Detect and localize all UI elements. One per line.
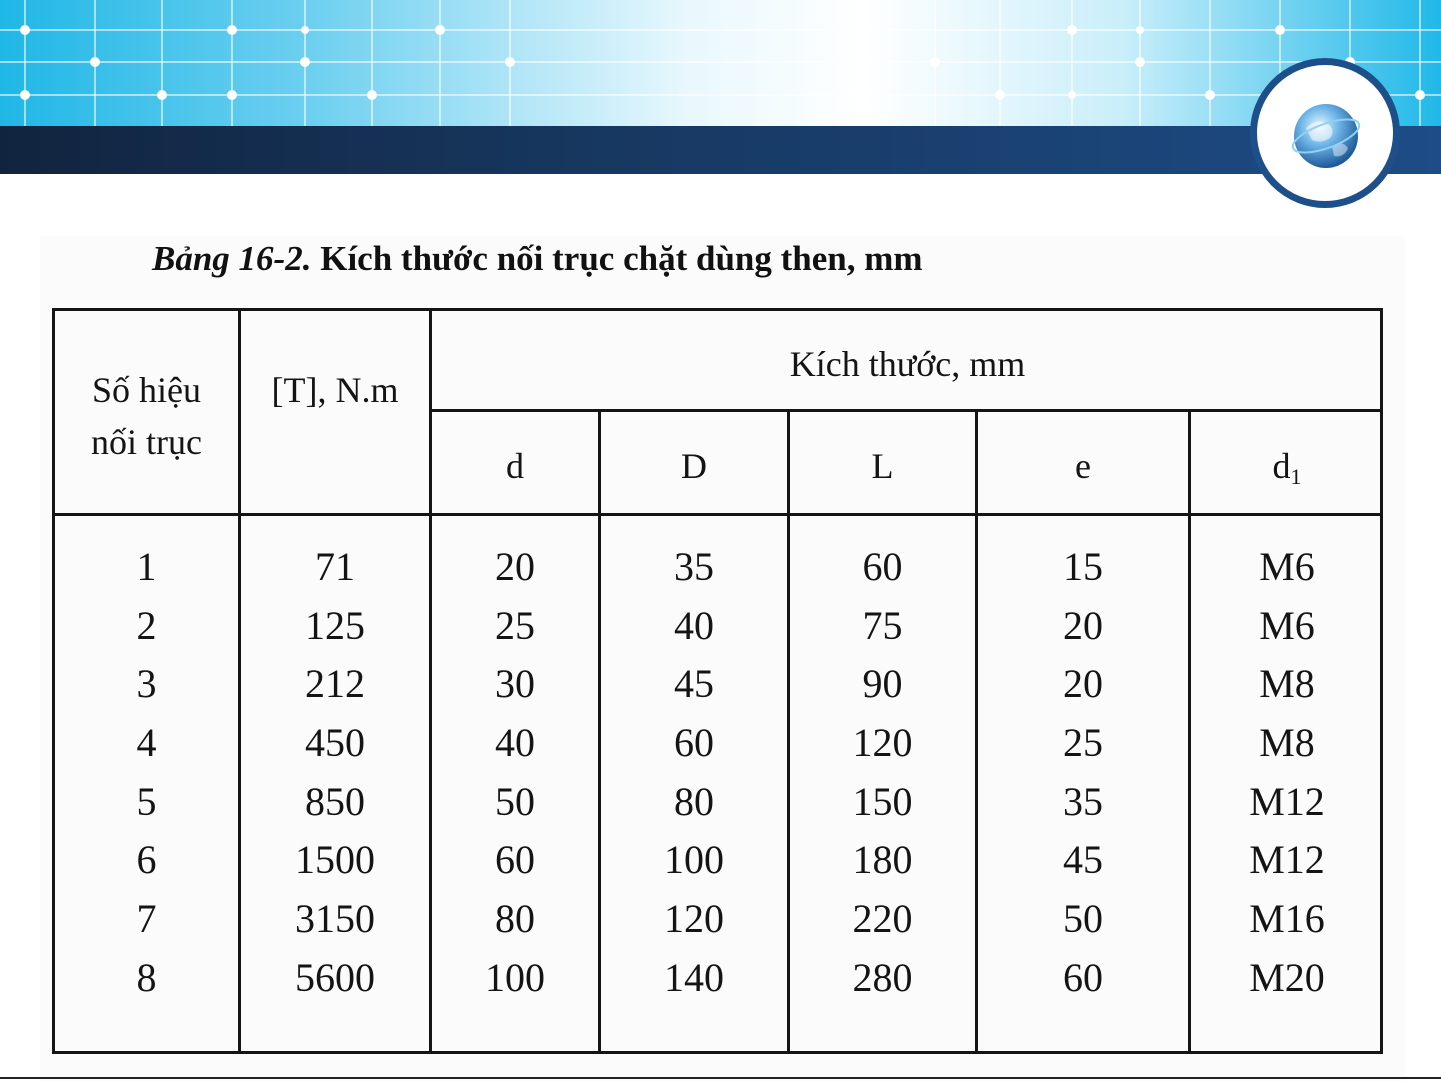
header-so-hieu-line2: nối trục xyxy=(91,422,202,462)
table-cell: 80 xyxy=(674,778,714,824)
row-divider xyxy=(52,513,1383,516)
subheader-d1 xyxy=(1191,446,1383,497)
column-d1 xyxy=(1191,545,1383,1015)
table-cell: 212 xyxy=(305,661,365,707)
subheader-e: e xyxy=(1075,446,1091,486)
subheader-d1-subscript: 1 xyxy=(1290,464,1302,489)
table-cell: 90 xyxy=(862,661,903,707)
subheader-d1-base: d xyxy=(1272,446,1291,486)
column-torque xyxy=(241,545,429,1015)
table-cell: 40 xyxy=(495,720,535,766)
table-cell: 280 xyxy=(852,954,913,1000)
table-cell: 3150 xyxy=(295,896,375,942)
header-so-hieu-line1: Số hiệu xyxy=(91,370,201,410)
column-so-hieu xyxy=(55,545,238,1015)
table-cell: 25 xyxy=(495,602,535,648)
table-cell: 80 xyxy=(495,896,535,942)
table-cell: 20 xyxy=(495,544,535,589)
row-divider xyxy=(429,409,1383,412)
table-cell: 8 xyxy=(136,954,157,1000)
globe-icon xyxy=(1290,100,1362,172)
header-banner xyxy=(0,0,1441,128)
bottom-rule xyxy=(0,1077,1441,1079)
table-cell: 140 xyxy=(664,954,724,1000)
table-cell: 40 xyxy=(674,602,714,648)
table-cell: 60 xyxy=(495,837,535,883)
table-cell: 20 xyxy=(1063,602,1103,648)
table-cell: M6 xyxy=(1259,544,1315,589)
table-cell: M20 xyxy=(1249,954,1325,1000)
table-cell: 150 xyxy=(852,778,913,824)
table-cell: 30 xyxy=(495,661,535,707)
table-cell: 15 xyxy=(1063,544,1103,589)
header-torque: [T], N.m xyxy=(271,370,399,410)
table-cell: 25 xyxy=(1063,720,1103,766)
table-cell: 220 xyxy=(852,896,913,942)
table-cell: M16 xyxy=(1249,896,1325,942)
table-cell: 60 xyxy=(1063,954,1103,1000)
table-cell: 180 xyxy=(852,837,913,883)
table-cell: 60 xyxy=(674,720,714,766)
table-cell: 45 xyxy=(1063,837,1103,883)
table-cell: M12 xyxy=(1249,837,1325,883)
table-cell: 4 xyxy=(136,720,157,766)
table-cell: 2 xyxy=(136,602,157,648)
table-cell: 45 xyxy=(674,661,714,707)
column-D xyxy=(601,545,787,1015)
table-cell: 50 xyxy=(1063,896,1103,942)
table-cell: 3 xyxy=(136,661,157,707)
header-dark-band xyxy=(0,126,1441,174)
table-cell: 35 xyxy=(674,544,714,589)
header-dimensions-group: Kích thước, mm xyxy=(789,344,1026,384)
table-cell: 450 xyxy=(305,720,365,766)
table-cell: 71 xyxy=(315,544,355,589)
table-cell: 6 xyxy=(136,837,157,883)
table-cell: 100 xyxy=(485,954,545,1000)
table-cell: 50 xyxy=(495,778,535,824)
table-cell: 20 xyxy=(1063,661,1103,707)
table-cell: 125 xyxy=(305,602,365,648)
table-cell: 35 xyxy=(1063,778,1103,824)
subheader-d: d xyxy=(506,446,524,486)
table-caption xyxy=(152,234,1052,284)
subheader-D: D xyxy=(681,446,707,486)
table-cell: 1500 xyxy=(295,837,375,883)
table-cell: 75 xyxy=(862,602,903,648)
caption-text: Kích thước nối trục chặt dùng then, mm xyxy=(311,239,923,278)
table-cell: 120 xyxy=(664,896,724,942)
table-cell: 5 xyxy=(136,778,157,824)
column-e xyxy=(978,545,1188,1015)
column-L xyxy=(790,545,975,1015)
table-cell: M6 xyxy=(1259,602,1315,648)
table-cell: 850 xyxy=(305,778,365,824)
table-cell: M12 xyxy=(1249,778,1325,824)
table-cell: 1 xyxy=(136,544,157,589)
table-cell: 60 xyxy=(862,544,903,589)
table-cell: 7 xyxy=(136,896,157,942)
column-d xyxy=(432,545,598,1015)
table-cell: 120 xyxy=(852,720,913,766)
table-cell: 100 xyxy=(664,837,724,883)
table-cell: M8 xyxy=(1259,720,1315,766)
subheader-L: L xyxy=(871,446,894,486)
table-cell: M8 xyxy=(1259,661,1315,707)
caption-prefix: Bảng 16-2. xyxy=(152,239,312,278)
table-cell: 5600 xyxy=(295,954,375,1000)
circuit-pattern xyxy=(0,0,1441,128)
